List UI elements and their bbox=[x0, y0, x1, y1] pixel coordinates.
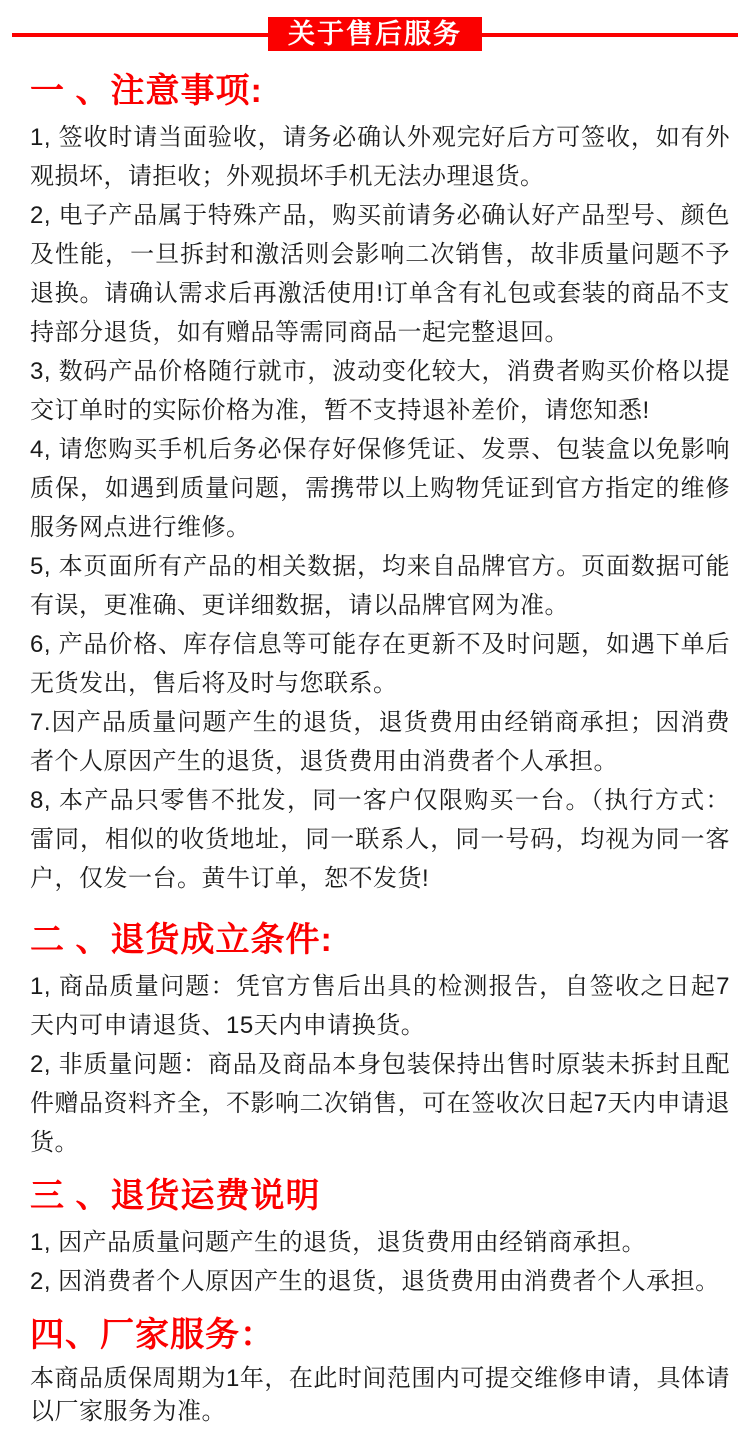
policy-item: 7.因产品质量问题产生的退货，退货费用由经销商承担；因消费者个人原因产生的退货，退货费用由消费者个人承担。 bbox=[30, 709, 730, 775]
policy-item: 4, 请您购买手机后务必保存好保修凭证、发票、包装盒以免影响质保，如遇到质量问题，需携带以上购物凭证到官方指定的维修服务网点进行维修。 bbox=[30, 436, 730, 541]
section-heading-notes: 一 、注意事项: bbox=[30, 72, 263, 110]
policy-item: 5, 本页面所有产品的相关数据，均来自品牌官方。页面数据可能有误，更准确、更详细数据，请以品牌官网为准。 bbox=[30, 553, 730, 619]
policy-item: 3, 数码产品价格随行就市，波动变化较大，消费者购买价格以提交订单时的实际价格为准，暂不支持退补差价，请您知悉! bbox=[30, 358, 730, 424]
policy-item: 本商品质保周期为1年，在此时间范围内可提交维修申请，具体请以厂家服务为准。 bbox=[30, 1365, 730, 1425]
policy-item: 8, 本产品只零售不批发，同一客户仅限购买一台。（执行方式：雷同，相似的收货地址，同一联系人，同一号码，均视为同一客户，仅发一台。黄牛订单，恕不发货! bbox=[30, 787, 730, 892]
policy-item: 1, 因产品质量问题产生的退货，退货费用由经销商承担。 bbox=[30, 1229, 647, 1256]
page-title: 关于售后服务 bbox=[288, 19, 462, 49]
policy-sections bbox=[0, 71, 750, 1438]
section-manufacturer-service bbox=[30, 1315, 730, 1428]
policy-item: 2, 电子产品属于特殊产品，购买前请务必确认好产品型号、颜色及性能，一旦拆封和激活则会影响二次销售，故非质量问题不予退换。请确认需求后再激活使用!订单含有礼包或套装的商品不支持部分退货，如有赠品等需同商品一起完整退回。 bbox=[30, 202, 730, 346]
policy-item: 2, 非质量问题：商品及商品本身包装保持出售时原装未拆封且配件赠品资料齐全，不影响二次销售，可在签收次日起7天内申请退货。 bbox=[30, 1051, 730, 1156]
page-title-badge bbox=[268, 17, 482, 51]
policy-item: 6, 产品价格、库存信息等可能存在更新不及时问题，如遇下单后无货发出，售后将及时与您联系。 bbox=[30, 631, 730, 697]
section-heading-manufacturer-service: 四、厂家服务： bbox=[30, 1316, 275, 1354]
section-return-conditions bbox=[30, 920, 730, 1162]
page-header bbox=[0, 0, 750, 51]
section-heading-return-shipping: 三 、退货运费说明 bbox=[30, 1177, 321, 1215]
policy-item: 1, 签收时请当面验收，请务必确认外观完好后方可签收，如有外观损坏，请拒收；外观损坏手机无法办理退货。 bbox=[30, 124, 730, 190]
policy-item: 2, 因消费者个人原因产生的退货，退货费用由消费者个人承担。 bbox=[30, 1268, 720, 1295]
section-notes bbox=[30, 71, 730, 898]
section-return-shipping bbox=[30, 1176, 730, 1301]
section-heading-return-conditions: 二 、退货成立条件: bbox=[30, 921, 333, 959]
policy-item: 1, 商品质量问题：凭官方售后出具的检测报告，自签收之日起7天内可申请退货、15天内申请换货。 bbox=[30, 973, 730, 1039]
